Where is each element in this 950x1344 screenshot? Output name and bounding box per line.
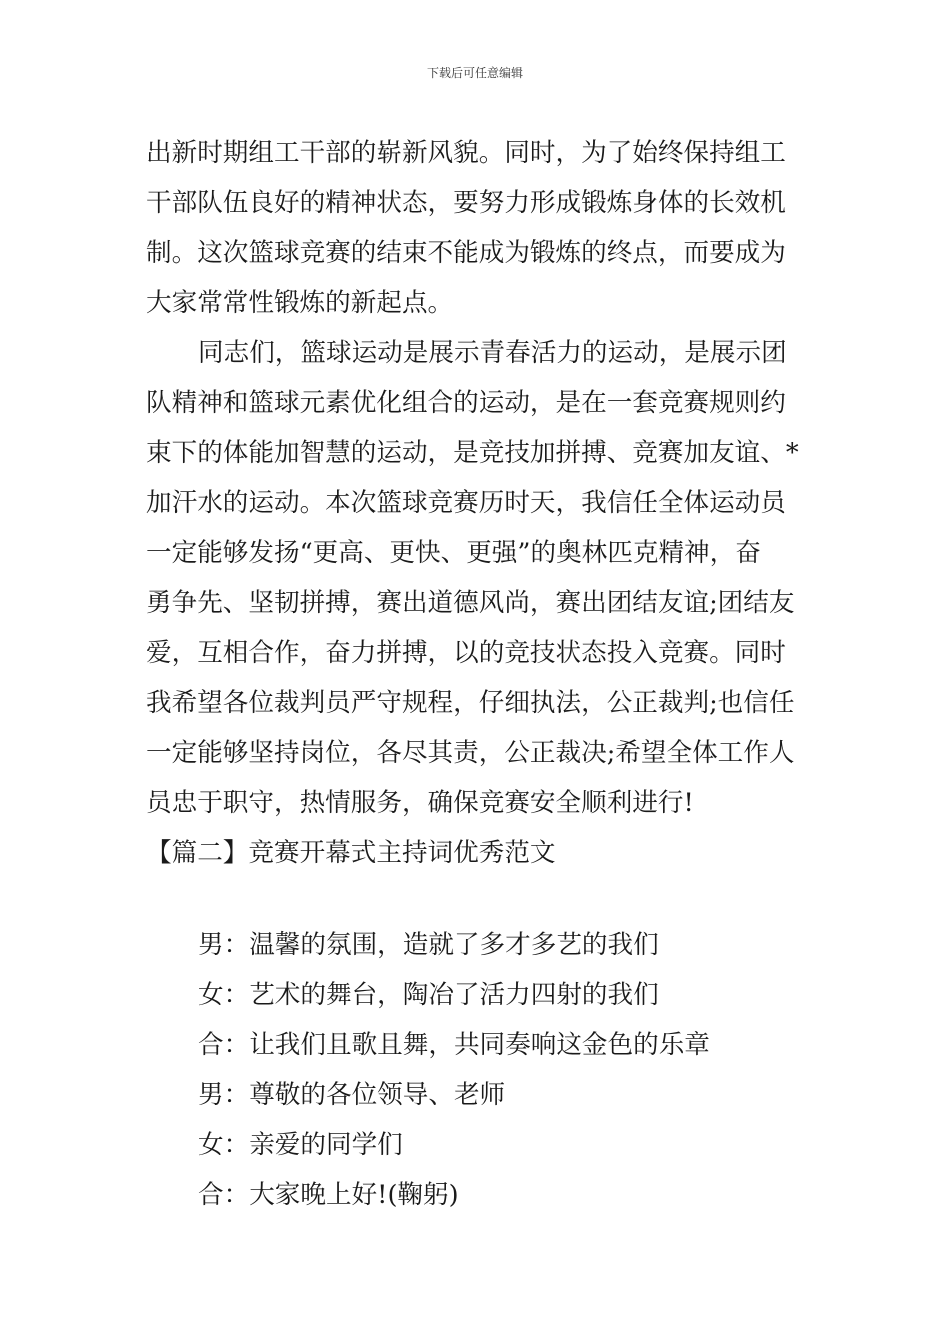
dialogue-line: 合：大家晚上好!(鞠躬) [198, 1180, 459, 1210]
text-line: 出新时期组工干部的崭新风貌。同时，为了始终保持组工 [146, 138, 786, 168]
dialogue-line: 男：尊敬的各位领导、老师 [198, 1080, 506, 1110]
text-line: 束下的体能加智慧的运动，是竞技加拼搏、竞赛加友谊、* [146, 438, 799, 468]
text-line: 制。这次篮球竞赛的结束不能成为锻炼的终点，而要成为 [146, 238, 786, 268]
text-line: 队精神和篮球元素优化组合的运动，是在一套竞赛规则约 [146, 388, 786, 418]
text-line: 大家常常性锻炼的新起点。 [146, 288, 454, 318]
text-line: 同志们，篮球运动是展示青春活力的运动，是展示团 [198, 338, 787, 368]
dialogue-line: 女：亲爱的同学们 [198, 1130, 403, 1160]
text-line: 爱，互相合作，奋力拼搏，以的竞技状态投入竞赛。同时 [146, 638, 786, 668]
paragraph-continuation [146, 128, 810, 328]
text-line: 我希望各位裁判员严守规程，仔细执法，公正裁判;也信任 [146, 688, 795, 718]
paragraph-comrades [146, 328, 810, 828]
text-line: 一定能够坚持岗位，各尽其责，公正裁决;希望全体工作人 [146, 738, 795, 768]
text-line: 加汗水的运动。本次篮球竞赛历时天，我信任全体运动员 [146, 488, 786, 518]
dialogue-line: 合：让我们且歌且舞，共同奏响这金色的乐章 [198, 1030, 710, 1060]
dialogue-line: 女：艺术的舞台，陶冶了活力四射的我们 [198, 980, 659, 1010]
text-line: 一定能够发扬“更高、更快、更强”的奥林匹克精神，奋 [146, 538, 761, 568]
section-title: 【篇二】竞赛开幕式主持词优秀范文 [146, 838, 556, 868]
text-line: 干部队伍良好的精神状态，要努力形成锻炼身体的长效机 [146, 188, 786, 218]
text-line: 勇争先、坚韧拼搏，赛出道德风尚，赛出团结友谊;团结友 [146, 588, 795, 618]
dialogue-line: 男：温馨的氛围，造就了多才多艺的我们 [198, 930, 659, 960]
text-line: 员忠于职守，热情服务，确保竞赛安全顺利进行! [146, 788, 694, 818]
document-body [146, 128, 810, 878]
page-header-note: 下载后可任意编辑 [426, 66, 523, 80]
dialogue-script [146, 920, 810, 1220]
